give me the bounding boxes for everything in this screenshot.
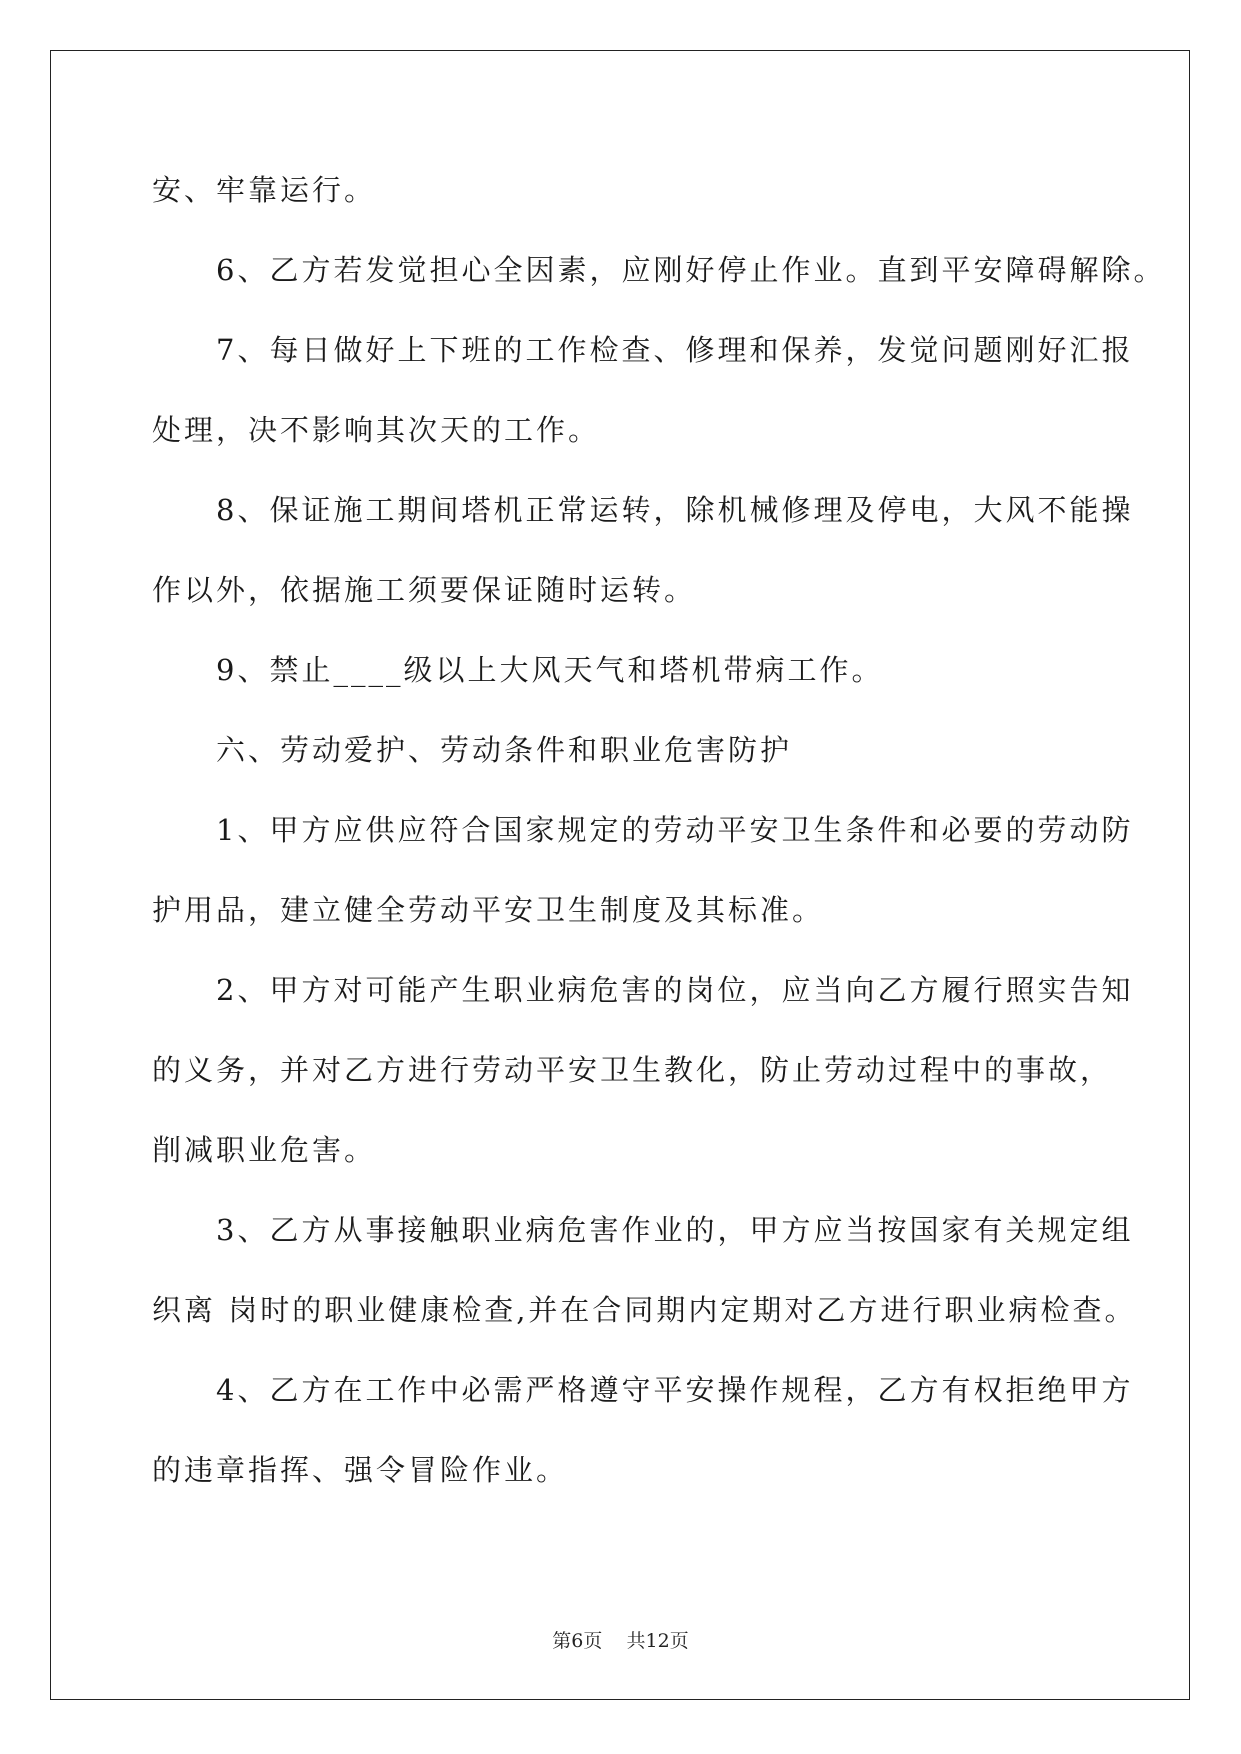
text-line: 作以外，依据施工须要保证随时运转。: [152, 573, 697, 607]
text-line: 8、保证施工期间塔机正常运转，除机械修理及停电，大风不能操: [216, 493, 1134, 527]
text-line: 削减职业危害。: [152, 1133, 377, 1167]
text-line: 安、牢靠运行。: [152, 173, 377, 207]
section-heading: 六、劳动爱护、劳动条件和职业危害防护: [216, 733, 793, 767]
page-number-footer: 第6页 共12页: [552, 1630, 689, 1652]
text-line: 的违章指挥、强令冒险作业。: [152, 1453, 569, 1487]
text-line: 3、乙方从事接触职业病危害作业的，甲方应当按国家有关规定组: [216, 1213, 1134, 1247]
text-line: 4、乙方在工作中必需严格遵守平安操作规程，乙方有权拒绝甲方: [216, 1373, 1134, 1407]
text-line: 7、每日做好上下班的工作检查、修理和保养，发觉问题刚好汇报: [216, 333, 1134, 367]
text-line: 6、乙方若发觉担心全因素，应刚好停止作业。直到平安障碍解除。: [216, 253, 1166, 287]
text-line: 的义务，并对乙方进行劳动平安卫生教化，防止劳动过程中的事故，: [152, 1053, 1113, 1087]
text-line: 织离 岗时的职业健康检查,并在合同期内定期对乙方进行职业病检查。: [152, 1293, 1137, 1327]
text-line: 护用品，建立健全劳动平安卫生制度及其标准。: [152, 893, 825, 927]
text-line: 9、禁止____级以上大风天气和塔机带病工作。: [216, 653, 884, 687]
text-line: 处理，决不影响其次天的工作。: [152, 413, 601, 447]
text-line: 1、甲方应供应符合国家规定的劳动平安卫生条件和必要的劳动防: [216, 813, 1134, 847]
text-line: 2、甲方对可能产生职业病危害的岗位，应当向乙方履行照实告知: [216, 973, 1134, 1007]
